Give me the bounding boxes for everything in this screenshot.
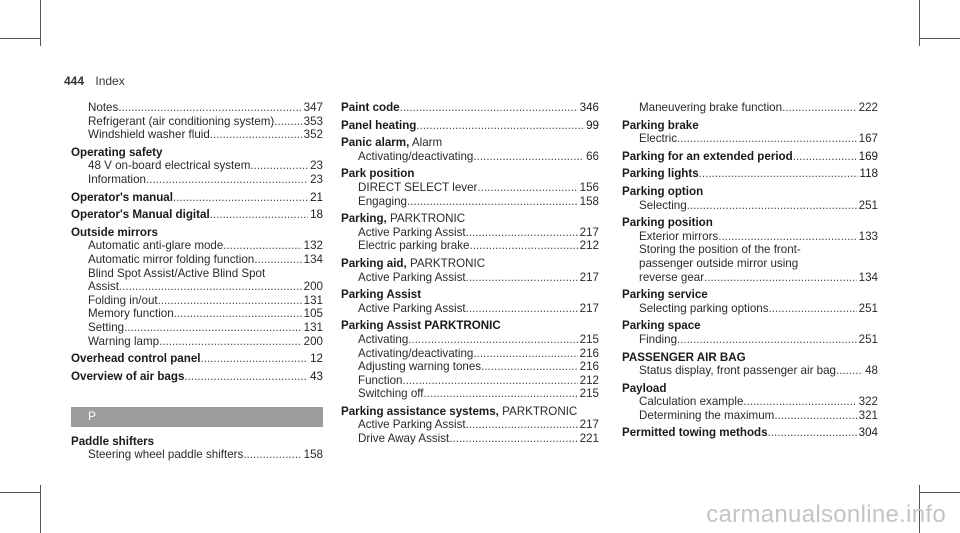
- index-entry[interactable]: Finding ..... 251: [622, 333, 878, 347]
- index-entry[interactable]: 48 V on-board electrical system ..... 23: [71, 159, 323, 173]
- index-heading-entry[interactable]: Parking lights ..... 118: [622, 167, 878, 181]
- index-entry[interactable]: Active Parking Assist ..... 217: [341, 302, 599, 316]
- index-entry[interactable]: Refrigerant (air conditioning system) ..... 353: [71, 115, 323, 129]
- crop-mark: [919, 0, 920, 46]
- index-entry[interactable]: Information ..... 23: [71, 173, 323, 187]
- index-heading: Park position: [341, 167, 415, 181]
- index-heading-entry[interactable]: Overhead control panel ..... 12: [71, 352, 323, 366]
- index-entry[interactable]: Active Parking Assist ..... 217: [341, 418, 599, 432]
- index-heading: Parking service: [622, 288, 708, 302]
- index-entry[interactable]: Windshield washer fluid ..... 352: [71, 128, 323, 142]
- page-header: [64, 74, 125, 88]
- index-column-1: [71, 101, 323, 462]
- index-entry[interactable]: Steering wheel paddle shifters ..... 158: [71, 448, 323, 462]
- index-entry-line: Blind Spot Assist/Active Blind Spot: [88, 266, 266, 280]
- crop-mark: [0, 38, 40, 39]
- index-entry[interactable]: Engaging ..... 158: [341, 195, 599, 209]
- index-entry[interactable]: Active Parking Assist ..... 217: [341, 271, 599, 285]
- index-column-3: [622, 101, 878, 440]
- index-entry[interactable]: Automatic anti-glare mode ..... 132: [71, 239, 323, 253]
- index-entry[interactable]: Electric parking brake ..... 212: [341, 239, 599, 253]
- index-entry[interactable]: Activating/deactivating ..... 216: [341, 347, 599, 361]
- index-heading: Payload: [622, 381, 667, 395]
- index-entry[interactable]: Exterior mirrors ..... 133: [622, 230, 878, 244]
- index-heading: Parking brake: [622, 118, 699, 132]
- index-entry[interactable]: Selecting parking options ..... 251: [622, 302, 878, 316]
- index-entry[interactable]: Warning lamp ..... 200: [71, 335, 323, 349]
- letter-section-bar: P: [71, 407, 323, 427]
- index-heading: Parking space: [622, 319, 701, 333]
- index-entry[interactable]: Notes ..... 347: [71, 101, 323, 115]
- index-heading-entry[interactable]: Permitted towing methods ..... 304: [622, 426, 878, 440]
- index-heading-entry[interactable]: Paint code ..... 346: [341, 101, 599, 115]
- index-entry[interactable]: Selecting ..... 251: [622, 199, 878, 213]
- index-column-2: [341, 101, 599, 446]
- section-title: Index: [95, 74, 125, 88]
- index-heading-entry[interactable]: Operator's manual ..... 21: [71, 191, 323, 205]
- index-entry-line: passenger outside mirror using: [639, 256, 799, 270]
- index-heading: PASSENGER AIR BAG: [622, 350, 746, 364]
- index-entry[interactable]: Determining the maximum ..... 321: [622, 409, 878, 423]
- crop-mark: [920, 38, 960, 39]
- index-entry[interactable]: Calculation example ..... 322: [622, 395, 878, 409]
- index-heading-entry[interactable]: Parking for an extended period ..... 169: [622, 150, 878, 164]
- index-entry[interactable]: Status display, front passenger air bag ..... 48: [622, 364, 878, 378]
- index-heading: Parking position: [622, 216, 713, 230]
- crop-mark: [40, 485, 41, 533]
- index-heading: Parking assistance systems, PARKTRONIC: [341, 404, 578, 418]
- index-entry[interactable]: Maneuvering brake function ..... 222: [622, 101, 878, 115]
- index-heading: Parking, PARKTRONIC: [341, 212, 466, 226]
- index-entry[interactable]: Function ..... 212: [341, 374, 599, 388]
- index-entry[interactable]: Electric ..... 167: [622, 132, 878, 146]
- crop-mark: [40, 0, 41, 46]
- index-entry[interactable]: Automatic mirror folding function ..... 134: [71, 253, 323, 267]
- index-entry[interactable]: Active Parking Assist ..... 217: [341, 226, 599, 240]
- index-entry[interactable]: reverse gear ..... 134: [622, 271, 878, 285]
- index-heading: Panic alarm, Alarm: [341, 136, 443, 150]
- index-entry[interactable]: DIRECT SELECT lever ..... 156: [341, 181, 599, 195]
- index-entry[interactable]: Memory function ..... 105: [71, 307, 323, 321]
- index-entry[interactable]: Switching off ..... 215: [341, 387, 599, 401]
- crop-mark: [920, 492, 960, 493]
- index-heading: Parking aid, PARKTRONIC: [341, 256, 486, 270]
- index-entry[interactable]: Folding in/out ..... 131: [71, 294, 323, 308]
- index-heading: Parking Assist: [341, 288, 422, 302]
- crop-mark: [0, 492, 40, 493]
- index-heading: Outside mirrors: [71, 225, 158, 239]
- index-entry[interactable]: Activating/deactivating ..... 66: [341, 150, 599, 164]
- index-heading-entry[interactable]: Overview of air bags ..... 43: [71, 370, 323, 384]
- index-heading: Paddle shifters: [71, 434, 155, 448]
- index-heading: Parking Assist PARKTRONIC: [341, 319, 501, 333]
- page-number: 444: [64, 74, 85, 88]
- index-heading: Parking option: [622, 184, 704, 198]
- index-heading-entry[interactable]: Operator's Manual digital ..... 18: [71, 208, 323, 222]
- index-heading-entry[interactable]: Panel heating ..... 99: [341, 119, 599, 133]
- index-entry-line: Storing the position of the front-: [639, 243, 801, 257]
- index-entry[interactable]: Assist ..... 200: [71, 280, 323, 294]
- index-entry[interactable]: Setting ..... 131: [71, 321, 323, 335]
- index-entry[interactable]: Activating ..... 215: [341, 333, 599, 347]
- watermark: carmanualsonline.info: [706, 501, 946, 528]
- index-entry[interactable]: Adjusting warning tones ..... 216: [341, 360, 599, 374]
- index-entry[interactable]: Drive Away Assist ..... 221: [341, 432, 599, 446]
- index-heading: Operating safety: [71, 145, 163, 159]
